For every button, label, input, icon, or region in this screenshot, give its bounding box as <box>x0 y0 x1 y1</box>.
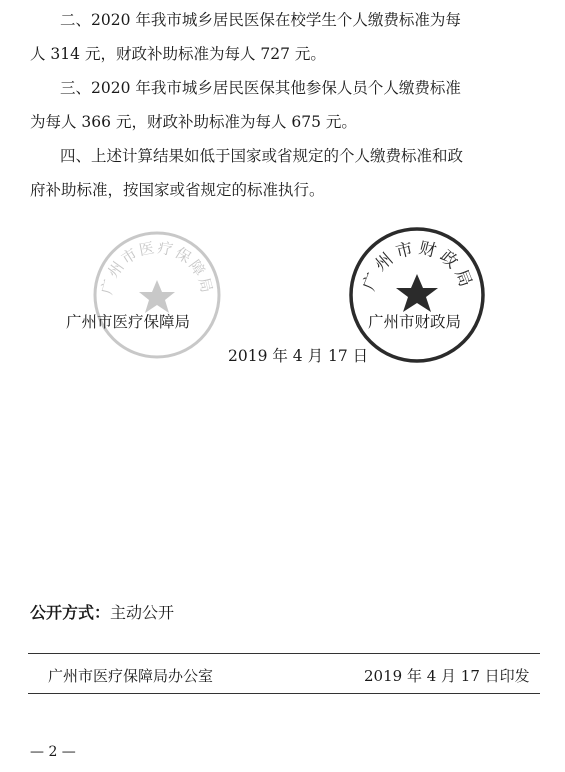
disclosure-value: 主动公开 <box>110 603 175 622</box>
seal-left-text: 广州市医疗保障局 <box>97 238 217 297</box>
paragraph-3-line-2: 为每人 366 元，财政补助标准为每人 675 元。 <box>30 113 357 131</box>
footer-issue-date: 2019 年 4 月 17 日印发 <box>364 667 530 685</box>
seal-right-text: 广州市财政局 <box>359 238 477 294</box>
paragraph-4-line-2: 府补助标准，按国家或省规定的标准执行。 <box>30 181 325 199</box>
disclosure-label: 公开方式： <box>30 603 111 622</box>
footer-issuer: 广州市医疗保障局办公室 <box>48 667 214 685</box>
medical-security-bureau-seal <box>90 228 224 362</box>
footer-bottom-rule <box>28 693 540 694</box>
signature-left-org: 广州市医疗保障局 <box>66 313 191 331</box>
footer-top-rule <box>28 653 540 654</box>
disclosure-line <box>30 600 174 623</box>
paragraph-2-line-1: 二、2020 年我市城乡居民医保在校学生个人缴费标准为每 <box>60 11 461 29</box>
paragraph-4-line-1: 四、上述计算结果如低于国家或省规定的个人缴费标准和政 <box>60 147 464 165</box>
signature-right-org: 广州市财政局 <box>368 313 462 331</box>
signature-date: 2019 年 4 月 17 日 <box>228 347 369 365</box>
paragraph-2-line-2: 人 314 元，财政补助标准为每人 727 元。 <box>30 45 326 63</box>
page-number: — 2 — <box>30 744 76 760</box>
paragraph-3-line-1: 三、2020 年我市城乡居民医保其他参保人员个人缴费标准 <box>60 79 461 97</box>
